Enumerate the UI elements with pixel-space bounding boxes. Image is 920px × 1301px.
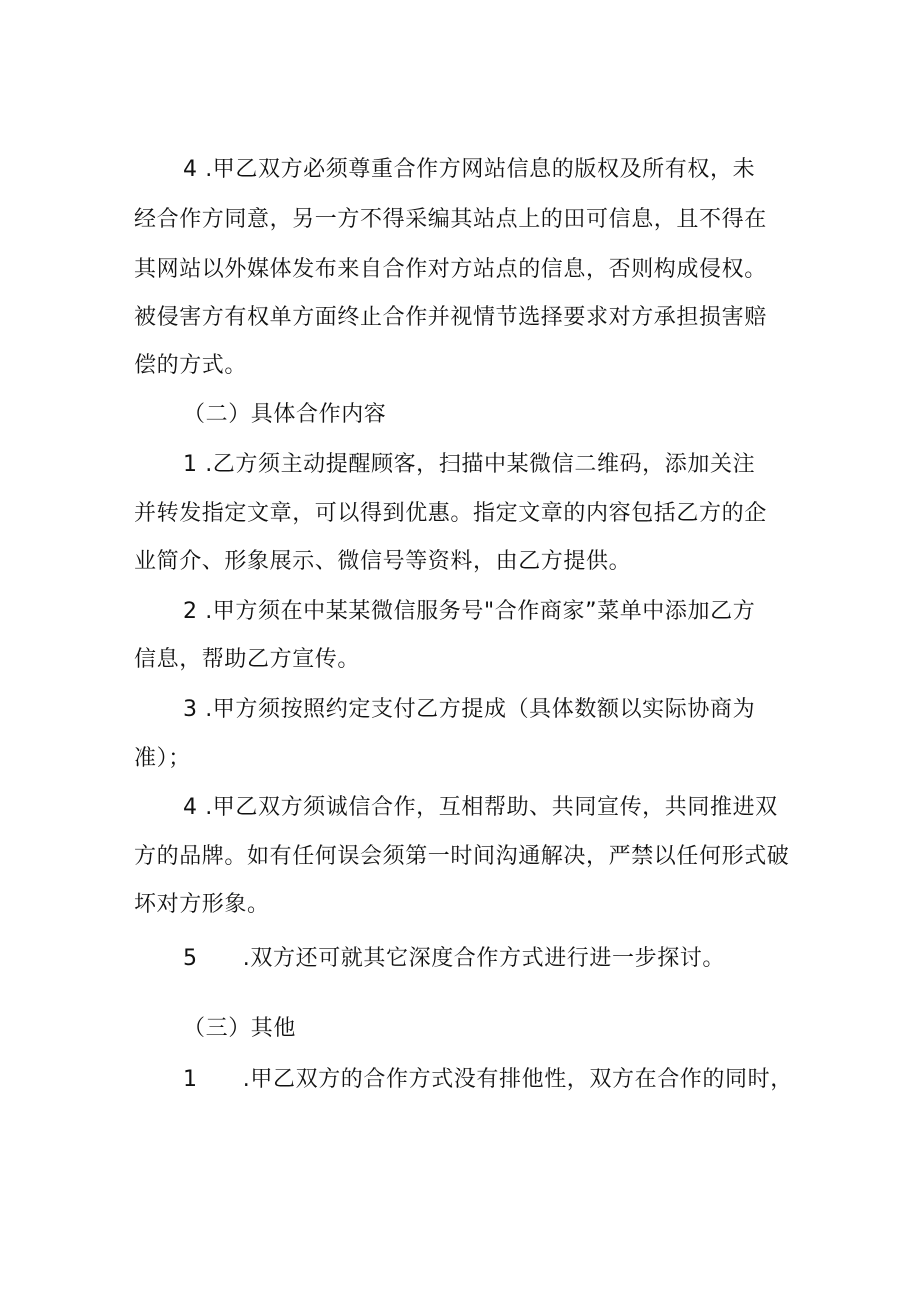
- item-3-line-2: 准）；: [134, 746, 191, 771]
- section-heading-3: （三）其他: [183, 1016, 297, 1041]
- other-item-1-line-1: 1 .甲乙双方的合作方式没有排他性，双方在合作的同时，: [183, 1067, 793, 1092]
- item-3-line-1: 3 .甲方须按照约定支付乙方提成（具体数额以实际协商为: [183, 697, 756, 722]
- paragraph-4-line-3: 其网站以外媒体发布来自合作对方站点的信息，否则构成侵权。: [134, 257, 767, 282]
- item-1-line-1: 1 .乙方须主动提醒顾客，扫描中某微信二维码，添加关注: [183, 452, 756, 477]
- item-1-line-3: 业简介、形象展示、微信号等资料，由乙方提供。: [134, 549, 632, 574]
- item-5-line-1: 5 .双方还可就其它深度合作方式进行进一步探讨。: [183, 946, 725, 971]
- item-2-line-2: 信息，帮助乙方宣传。: [134, 647, 361, 672]
- item-2-line-1: 2 .甲方须在中某某微信服务号"合作商家”菜单中添加乙方: [183, 599, 756, 624]
- item-1-line-2: 并转发指定文章，可以得到优惠。指定文章的内容包括乙方的企: [134, 501, 767, 526]
- item-4-line-3: 坏对方形象。: [134, 892, 270, 917]
- paragraph-4-line-5: 偿的方式。: [134, 353, 248, 378]
- paragraph-4-line-1: 4 .甲乙双方必须尊重合作方网站信息的版权及所有权，未: [183, 157, 756, 182]
- item-4-line-2: 方的品牌。如有任何误会须第一时间沟通解决，严禁以任何形式破: [134, 844, 790, 869]
- section-heading-2: （二）具体合作内容: [183, 402, 387, 427]
- paragraph-4-line-4: 被侵害方有权单方面终止合作并视情节选择要求对方承担损害赔: [134, 305, 767, 330]
- item-4-line-1: 4 .甲乙双方须诚信合作，互相帮助、共同宣传，共同推进双: [183, 795, 778, 820]
- paragraph-4-line-2: 经合作方同意，另一方不得采编其站点上的田可信息，且不得在: [134, 207, 767, 232]
